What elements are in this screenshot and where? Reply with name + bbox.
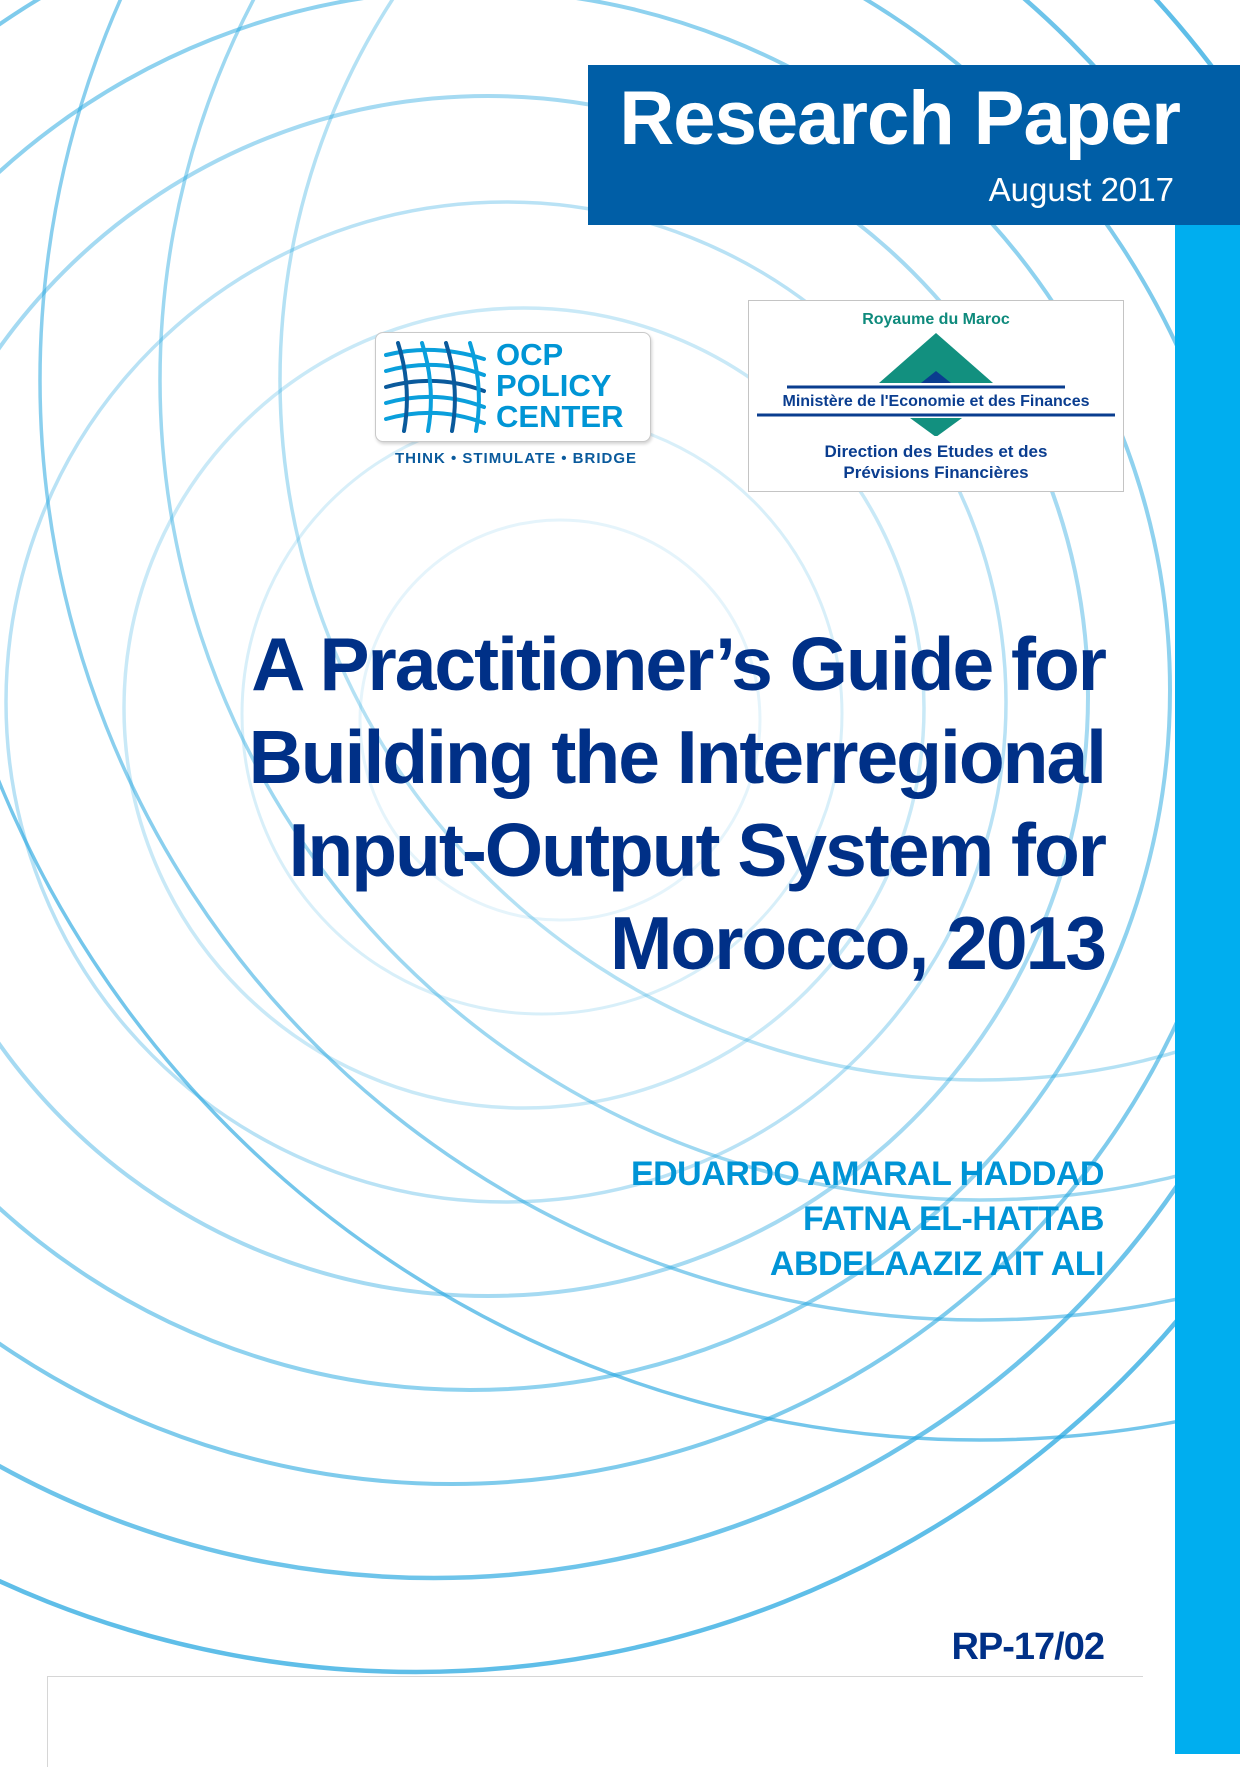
author-name: ABDELAAZIZ AIT ALI [769,1245,1104,1283]
ministry-name: Ministère de l'Economie et des Finances [782,393,1090,410]
side-accent-bar [1175,225,1240,1754]
paper-title [205,618,1105,990]
author-list [504,1152,1104,1287]
author-name: EDUARDO AMARAL HADDAD [630,1155,1104,1193]
ocp-logo-line: POLICY [496,368,612,403]
report-number: RP-17/02 [951,1626,1104,1668]
header-band [588,65,1240,225]
ministry-logo [748,300,1124,492]
bottom-frame [47,1676,1143,1767]
ocp-logo-line: CENTER [496,399,624,434]
ministry-direction-line: Direction des Etudes et des [824,442,1048,461]
ministry-country-label: Royaume du Maroc [862,311,1010,328]
ocp-logo-line: OCP [496,337,564,372]
document-type-title: Research Paper [619,76,1180,161]
ocp-logo-name [496,339,623,432]
ocp-globe-mesh-icon [384,341,486,433]
ministry-direction [749,441,1123,483]
paper-title-line: Building the Interregional [248,715,1105,799]
paper-title-line: Morocco, 2013 [609,901,1105,985]
ocp-policy-center-logo [375,332,651,478]
ocp-tagline: THINK • STIMULATE • BRIDGE [394,450,638,467]
ministry-triangle-emblem-icon [749,331,1123,436]
publication-date: August 2017 [988,171,1174,208]
paper-title-line: Input-Output System for [288,808,1105,892]
author-name: FATNA EL-HATTAB [803,1200,1104,1238]
ocp-logo-box [375,332,651,442]
ministry-direction-line: Prévisions Financières [843,463,1029,482]
paper-title-line: A Practitioner’s Guide for [251,622,1105,706]
